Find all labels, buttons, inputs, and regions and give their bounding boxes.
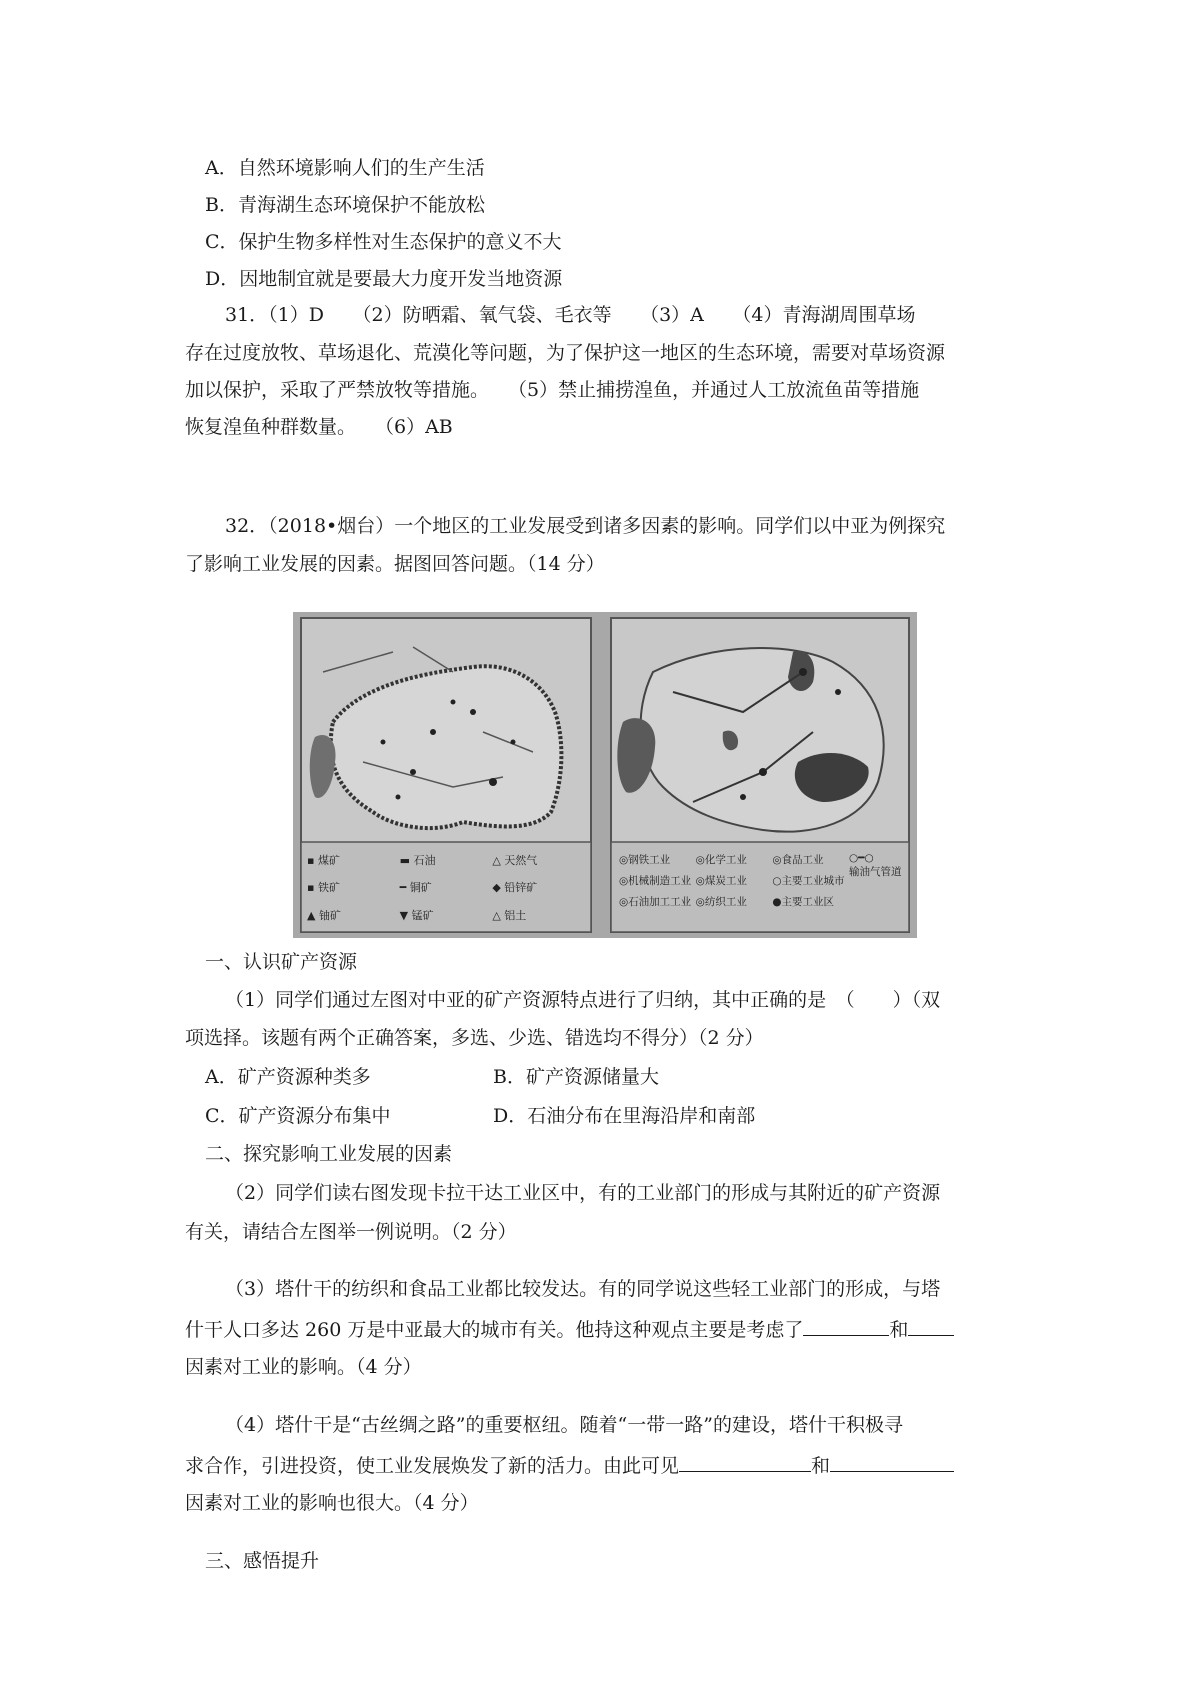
legend-manganese: ▼ 锰矿 [399, 908, 434, 922]
answer-blank-4b[interactable] [830, 1451, 954, 1472]
p2-line1: （2）同学们读右图发现卡拉干达工业区中，有的工业部门的形成与其附近的矿产资源 [225, 1182, 941, 1204]
p4-line2-text: 求合作，引进投资，使工业发展焕发了新的活力。由此可见 [185, 1455, 680, 1477]
legend-steel: ◎钢铁工业 [619, 854, 671, 866]
legend-iron: ▪ 铁矿 [307, 881, 340, 895]
p3-line3: 因素对工业的影响。（4 分） [185, 1356, 422, 1378]
section-3-heading: 三、感悟提升 [205, 1550, 320, 1572]
p4-line3: 因素对工业的影响也很大。（4 分） [185, 1492, 479, 1514]
p3-line2-and: 和 [889, 1319, 909, 1341]
legend-coal: ▪ 煤矿 [307, 854, 340, 867]
option-b: B．青海湖生态环境保护不能放松 [205, 194, 485, 216]
answer-31-line3: 加以保护，采取了严禁放牧等措施。 （5）禁止捕捞湟鱼，并通过人工放流鱼苗等措施 [185, 379, 920, 401]
legend-oil: ▬ 石油 [399, 854, 436, 867]
p3-line1: （3）塔什干的纺织和食品工业都比较发达。有的同学说这些轻工业部门的形成，与塔 [225, 1278, 941, 1300]
option-c: C．保护生物多样性对生态保护的意义不大 [205, 231, 562, 253]
option-d: D．因地制宜就是要最大力度开发当地资源 [205, 268, 563, 290]
answer-31-line1: 31．（1）D （2）防晒霜、氧气袋、毛衣等 （3）A （4）青海湖周围草场 [225, 304, 916, 326]
answer-blank-4a[interactable] [679, 1451, 811, 1472]
p1-line2: 项选择。该题有两个正确答案，多选、少选、错选均不得分）（2 分） [185, 1027, 764, 1049]
section-1-heading: 一、认识矿产资源 [205, 951, 358, 973]
legend-leadzinc: ◆ 铅锌矿 [492, 881, 538, 895]
legend-gas: △ 天然气 [492, 854, 538, 867]
p1-line1: （1）同学们通过左图对中亚的矿产资源特点进行了归纳，其中正确的是 （ ）（双 [225, 989, 941, 1011]
section-2-heading: 二、探究影响工业发展的因素 [205, 1143, 453, 1165]
legend-bauxite: △ 铝土 [492, 908, 527, 922]
answer-blank-3a[interactable] [803, 1315, 889, 1336]
p3-line2-text: 什干人口多达 260 万是中亚最大的城市有关。他持这种观点主要是考虑了 [185, 1319, 804, 1341]
legend-machinery: ◎机械制造工业 [619, 875, 692, 887]
p1-option-b: B．矿产资源储量大 [493, 1066, 659, 1088]
legend-copper: ━ 铜矿 [399, 881, 432, 895]
p4-line2 [185, 1451, 1035, 1479]
q32-stem-line2: 了影响工业发展的因素。据图回答问题。（14 分） [185, 553, 605, 575]
p4-line1: （4）塔什干是“古丝绸之路”的重要枢纽。随着“一带一路”的建设，塔什干积极寻 [225, 1414, 903, 1436]
p3-line2 [185, 1315, 1035, 1343]
right-legend [619, 852, 903, 928]
legend-industrial-zone: ●主要工业区 [772, 896, 834, 908]
legend-city: ○主要工业城市 [772, 875, 845, 887]
legend-chemical: ◎化学工业 [695, 854, 747, 866]
legend-textile: ◎纺织工业 [695, 896, 747, 908]
option-a: A．自然环境影响人们的生产生活 [205, 157, 485, 179]
legend-pipeline: ○━○ 输油气管道 [848, 852, 902, 878]
legend-petroleum: ◎石油加工工业 [619, 896, 692, 908]
legend-coal-industry: ◎煤炭工业 [695, 875, 747, 887]
legend-food: ◎食品工业 [772, 854, 824, 866]
left-legend [307, 852, 585, 928]
p1-option-c: C．矿产资源分布集中 [205, 1105, 391, 1127]
answer-blank-3b[interactable] [908, 1315, 954, 1336]
answer-31-line4: 恢复湟鱼种群数量。 （6）AB [185, 416, 453, 438]
p1-option-a: A．矿产资源种类多 [205, 1066, 371, 1088]
central-asia-maps-figure [293, 612, 917, 938]
answer-31-line2: 存在过度放牧、草场退化、荒漠化等问题，为了保护这一地区的生态环境，需要对草场资源 [185, 342, 946, 364]
legend-uranium: ▲ 铀矿 [307, 908, 341, 922]
q32-stem-line1: 32．（2018•烟台）一个地区的工业发展受到诸多因素的影响。同学们以中亚为例探究 [225, 515, 946, 537]
p1-option-d: D．石油分布在里海沿岸和南部 [493, 1105, 756, 1127]
p2-line2: 有关，请结合左图举一例说明。（2 分） [185, 1221, 517, 1243]
p4-line2-and: 和 [811, 1455, 831, 1477]
